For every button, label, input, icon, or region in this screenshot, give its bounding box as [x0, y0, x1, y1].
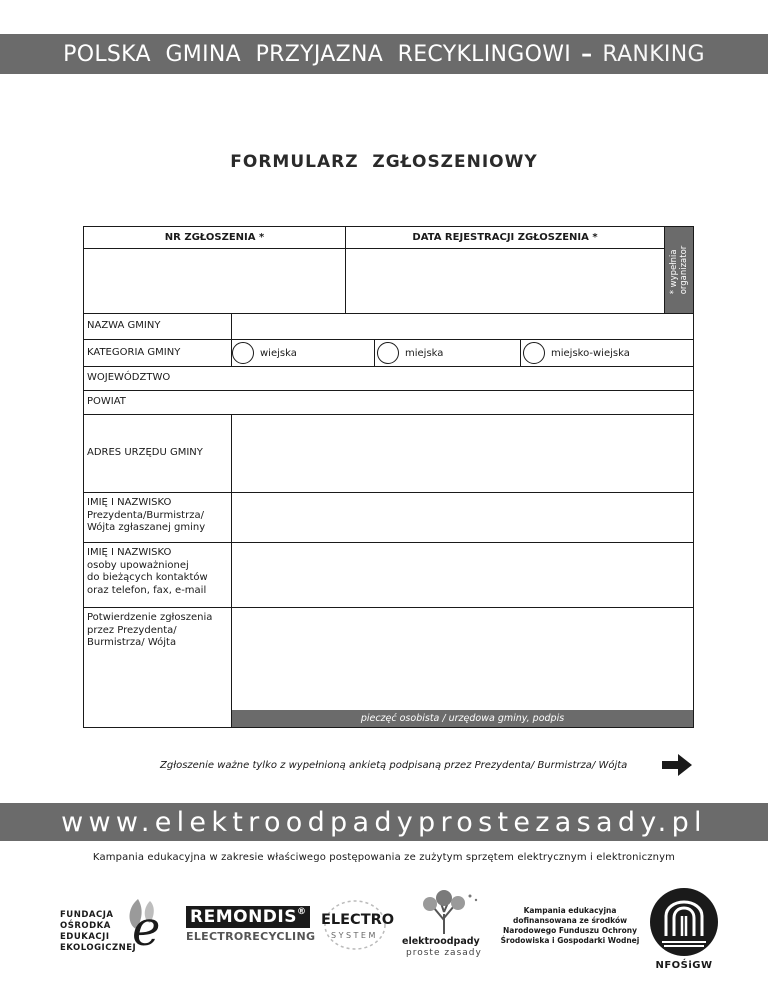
top-banner	[0, 34, 768, 74]
powiat-field[interactable]	[232, 391, 693, 414]
wojewodztwo-field[interactable]	[232, 367, 693, 390]
potwierdzenie-label	[84, 608, 232, 727]
feee-logo	[60, 895, 180, 955]
wojt-field[interactable]	[232, 493, 693, 542]
kontakt-label-line: IMIĘ I NAZWISKO	[87, 547, 172, 558]
row-powiat	[84, 391, 693, 415]
row-adres	[84, 415, 693, 493]
feee-e-letter: e	[132, 901, 161, 957]
radio-circle-icon[interactable]	[232, 342, 254, 364]
tree-icon	[400, 890, 490, 936]
electro-system-logo	[315, 895, 395, 955]
website-url[interactable]: www.elektroodpadyprostezasady.pl	[0, 803, 768, 841]
potwierdzenie-label-line: przez Prezydenta/	[87, 624, 177, 636]
kontakt-label-line: osoby upoważnionej	[87, 559, 189, 571]
nr-zgloszenia-column	[84, 227, 346, 313]
row-kategoria-gminy	[84, 340, 693, 367]
remondis-logo-bottom: ELECTRORECYCLING	[186, 930, 316, 943]
kategoria-gminy-label: KATEGORIA GMINY	[84, 340, 232, 366]
kategoria-gminy-options	[232, 340, 693, 366]
elpady-logo-line1: elektroodpady	[402, 936, 480, 947]
category-label: miejsko-wiejska	[551, 347, 630, 359]
adres-field[interactable]	[232, 415, 693, 492]
data-rejestracji-column	[346, 227, 665, 313]
registration-box	[83, 226, 694, 314]
remondis-registered: ®	[296, 907, 307, 917]
nr-zgloszenia-label: NR ZGŁOSZENIA *	[84, 227, 345, 249]
row-kontakt	[84, 543, 693, 608]
application-table	[83, 314, 694, 728]
remondis-logo-top	[186, 906, 310, 928]
organizer-note-line1: * wypełnia	[669, 249, 679, 295]
nazwa-gminy-label: NAZWA GMINY	[84, 314, 232, 339]
feee-logo-line: EKOLOGICZNEJ	[60, 943, 137, 953]
category-option-wiejska[interactable]	[232, 340, 297, 366]
kontakt-label	[84, 543, 232, 607]
feee-logo-line: EDUKACJI	[60, 932, 110, 942]
category-option-miejska[interactable]	[377, 340, 443, 366]
form-title: FORMULARZ ZGŁOSZENIOWY	[230, 152, 538, 172]
kontakt-field[interactable]	[232, 543, 693, 607]
category-label: wiejska	[260, 347, 297, 359]
data-rejestracji-label: DATA REJESTRACJI ZGŁOSZENIA *	[346, 227, 664, 249]
remondis-logo	[186, 906, 316, 943]
wojt-label-line: Wójta zgłaszanej gminy	[87, 522, 206, 533]
radio-circle-icon[interactable]	[523, 342, 545, 364]
elpady-logo-line2: proste zasady	[406, 948, 482, 958]
data-rejestracji-field[interactable]	[346, 249, 664, 312]
funding-line: dofinansowana ze środków	[512, 916, 628, 925]
funding-line: Narodowego Funduszu Ochrony	[502, 926, 637, 935]
electro-logo-line1: ELECTRO	[321, 912, 395, 928]
radio-circle-icon[interactable]	[377, 342, 399, 364]
campaign-description: Kampania edukacyjna w zakresie właściwego postępowania ze zużytym sprzętem elektrycznym i elektronicznym	[92, 852, 676, 863]
kontakt-label-line: oraz telefon, fax, e-mail	[87, 584, 207, 596]
adres-label: ADRES URZĘDU GMINY	[84, 415, 232, 492]
elektroodpady-logo	[400, 890, 490, 958]
stamp-note: pieczęć osobista / urzędowa gminy, podpis	[232, 710, 693, 727]
funding-line: Środowiska i Gospodarki Wodnej	[500, 936, 640, 945]
nfosigw-emblem-icon	[648, 886, 720, 958]
row-potwierdzenie	[84, 608, 693, 727]
wojt-label-line: Prezydenta/Burmistrza/	[87, 509, 204, 521]
electro-logo-line2: SYSTEM	[331, 931, 378, 940]
powiat-label: POWIAT	[87, 396, 126, 408]
category-label: miejska	[405, 347, 444, 359]
banner-title: POLSKA GMINA PRZYJAZNA RECYKLINGOWI	[63, 41, 572, 67]
divider	[520, 340, 521, 366]
row-nazwa-gminy	[84, 314, 693, 340]
nfosigw-logo	[648, 886, 720, 976]
feee-logo-line: OŚRODKA	[60, 921, 111, 931]
organizer-note	[665, 227, 693, 313]
banner-dash: –	[581, 41, 593, 67]
feee-logo-line: FUNDACJA	[60, 910, 114, 920]
wojt-label-line: IMIĘ I NAZWISKO	[87, 497, 172, 508]
divider	[374, 340, 375, 366]
funding-line: Kampania edukacyjna	[523, 906, 617, 915]
row-wojt	[84, 493, 693, 543]
wojt-label	[84, 493, 232, 542]
nfosigw-label: NFOŚiGW	[655, 960, 713, 971]
potwierdzenie-label-line: Potwierdzenie zgłoszenia	[87, 612, 213, 623]
arrow-right-icon	[660, 752, 694, 778]
kontakt-label-line: do bieżących kontaktów	[87, 572, 208, 583]
banner-subtitle: RANKING	[602, 41, 705, 67]
nazwa-gminy-field[interactable]	[232, 314, 693, 339]
remondis-name: REMONDIS	[190, 907, 297, 927]
category-option-miejsko-wiejska[interactable]	[523, 340, 630, 366]
validity-note: Zgłoszenie ważne tylko z wypełnioną ankietą podpisaną przez Prezydenta/ Burmistrza/ Wójta	[160, 760, 628, 771]
potwierdzenie-label-line: Burmistrza/ Wójta	[87, 637, 177, 648]
wojewodztwo-label: WOJEWÓDZTWO	[87, 372, 171, 384]
nr-zgloszenia-field[interactable]	[84, 249, 345, 312]
row-wojewodztwo	[84, 367, 693, 391]
funding-note	[500, 906, 640, 946]
organizer-note-line2: organizator	[679, 245, 689, 295]
